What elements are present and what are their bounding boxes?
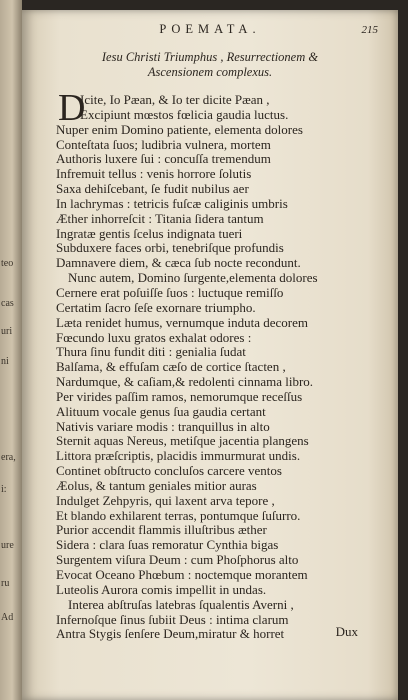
- verse-line: Certatim ſacro ſeſe exornare triumpho.: [56, 300, 256, 315]
- verse-line: Authoris luxere ſui : concuſſa tremendum: [56, 152, 271, 167]
- verse-line: Et blando exhilarent terras, pontumque ſuſurro.: [56, 508, 301, 523]
- verse-line: Conteſtata ſuos; ludibria vulnera, mortem: [56, 137, 271, 152]
- facing-page-fragment: Ad: [1, 612, 14, 623]
- verse-line: Icite, Io Pæan, & Io ter dicite Pæan ,: [80, 93, 270, 107]
- verse-line: Nativis variare modis : tranquillus in alto: [56, 419, 270, 434]
- facing-page-fragment: teo: [1, 258, 14, 269]
- poem-heading-line-2: Ascensionem complexus.: [147, 65, 273, 79]
- verse-line: Littora præſcriptis, placidis immurmurat undis.: [56, 449, 301, 464]
- verse-line: Subduxere faces orbi, tenebriſque profundis: [56, 241, 284, 256]
- drop-cap-initial: D: [58, 87, 86, 129]
- facing-page-fragment: ru: [1, 578, 10, 589]
- verse-line: Per virides paſſim ramos, nemorumque receſſus: [56, 389, 303, 404]
- verse-line: Nunc autem, Domino ſurgente,elementa dolores: [68, 271, 318, 286]
- book-page: [22, 10, 398, 700]
- verse-line: Infremuit tellus : venis horrore ſolutis: [56, 167, 252, 182]
- verse-line: Indulget Zehpyris, qui laxent arva tepore ,: [56, 493, 275, 508]
- facing-page-fragment: i:: [1, 484, 7, 495]
- poem-heading-line-1: Iesu Christi Triumphus , Resurrectionem &: [101, 50, 319, 64]
- verse-line: Ingratæ gentis ſcelus indignata tueri: [56, 226, 243, 241]
- running-title: POEMATA.: [159, 22, 261, 36]
- verse-line: Æolus, & tantum geniales mitior auras: [56, 478, 257, 493]
- facing-page-fragment: cas: [1, 298, 14, 309]
- page-number: 215: [361, 24, 378, 36]
- verse-line: Damnavere diem, & cæca ſub nocte recondunt.: [56, 256, 301, 271]
- verse-line: Alituum vocale genus ſua gaudia certant: [56, 404, 266, 419]
- verse-line: Nuper enim Domino patiente, elementa dolores: [56, 122, 303, 137]
- catchword: Dux: [335, 624, 358, 639]
- verse-line: Nardumque, & caſiam,& redolenti cinnama libro.: [56, 375, 314, 390]
- facing-page-fragment: ure: [1, 540, 14, 551]
- verse-line: Surgentem viſura Deum : cum Phoſphorus alto: [56, 553, 299, 568]
- verse-line: Sidera : clara ſuas remoratur Cynthia bigas: [56, 538, 279, 553]
- verse-line: Luteolis Aurora comis impellit in undas.: [56, 582, 267, 597]
- verse-line: Sternit aquas Nereus, metiſque jacentia plangens: [56, 434, 309, 449]
- facing-page-fragment: era,: [1, 452, 16, 463]
- verse-line: Balſama, & effuſam cæſo de cortice ſtacten ,: [56, 360, 286, 375]
- verse-line: Infernoſque ſinus ſubiit Deus : intima clarum: [56, 612, 289, 627]
- facing-page-fragment: ni: [1, 356, 9, 367]
- verse-line: In lachrymas : tetricis fuſcæ caliginis umbris: [56, 196, 288, 211]
- poem-body: [56, 93, 386, 642]
- verse-line: Fœcundo luxu gratos exhalat odores :: [56, 330, 252, 345]
- verse-line: Æther inhorreſcit : Titania ſidera tantum: [56, 211, 264, 226]
- verse-line: Cernere erat poſuiſſe ſuos : luctuque remiſſo: [56, 285, 284, 300]
- facing-page-fragment: uri: [1, 326, 13, 337]
- verse-line: Purior accendit flammis illuſtribus æther: [56, 523, 267, 538]
- verse-line: Continet obſtructo concluſos carcere ventos: [56, 464, 282, 479]
- verse-line: Evocat Oceano Phœbum : noctemque morantem: [56, 568, 308, 582]
- verse-line: Læta renidet humus, vernumque induta decorem: [56, 315, 308, 330]
- verse-line: Saxa dehiſcebant, ſe fudit nubilus aer: [56, 182, 249, 197]
- facing-page-edge: [0, 0, 22, 700]
- verse-line: Antra Stygis ſenſere Deum,miratur & horret: [56, 627, 285, 642]
- verse-line: Excipiunt mœstos fœlicia gaudia luctus.: [80, 107, 289, 122]
- verse-line: Interea abſtruſas latebras ſqualentis Averni ,: [68, 597, 294, 612]
- verse-line: Thura ſinu fundit diti : genialia ſudat: [56, 345, 246, 360]
